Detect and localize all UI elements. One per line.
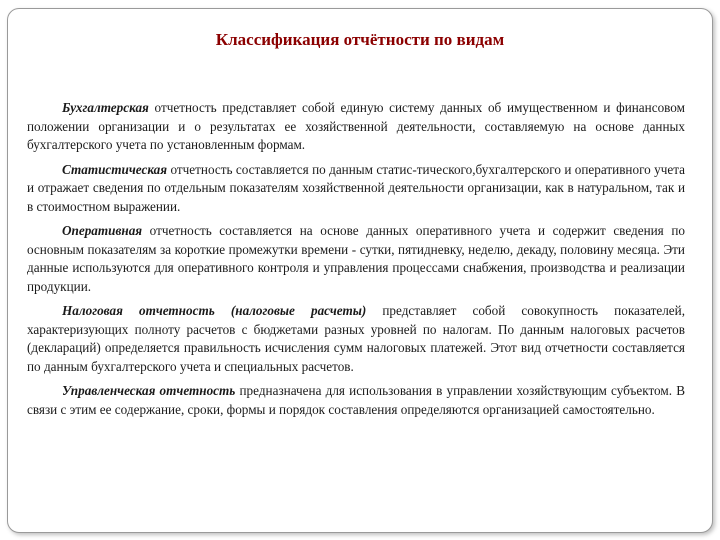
- paragraph-text: предназначена для использования в управлении хозяйствующим субъектом. В связи с этим ее содержание, сроки, формы и порядок составления определяются организацией самостоятельно.: [27, 383, 685, 417]
- term-accounting: Бухгалтерская: [62, 100, 149, 115]
- paragraph-text: отчетность представляет собой единую систему данных об имущественном и финансовом положении организации и о результатах ее хозяйственной деятельности, составляемую на основе данных бухгалтерского учета по установленным формам.: [27, 100, 685, 152]
- paragraph-statistical-reporting: [27, 161, 685, 217]
- paragraph-management-reporting: [27, 382, 685, 419]
- term-statistical: Статистическая: [62, 161, 168, 177]
- slide-body: [27, 99, 685, 425]
- paragraph-text: отчетность составляется по данным статис-тического,бухгалтерского и оперативного учета и отражает сведения по отдельным показателям хозяйственной деятельности организации, как в натуральном, так и в стоимостном выражении.: [27, 161, 685, 214]
- term-tax: Налоговая отчетность (налоговые расчеты): [62, 303, 367, 318]
- paragraph-tax-reporting: [27, 302, 685, 376]
- slide-title: Классификация отчётности по видам: [215, 30, 505, 49]
- paragraph-text: представляет собой совокупность показателей, характеризующих полноту расчетов с бюджетами разных уровней по налогам. По данным налоговых расчетов (деклараций) определяется правильность исчисления сумм налоговых платежей. Этот вид отчетности составляется по данным бухгалтерского учета и специальных расчетов.: [27, 303, 686, 374]
- paragraph-operational-reporting: [27, 222, 685, 296]
- term-operational: Оперативная: [62, 223, 143, 238]
- paragraph-accounting-reporting: [27, 99, 685, 155]
- term-management: Управленческая отчетность: [62, 383, 236, 398]
- paragraph-text: отчетность составляется на основе данных оперативного учета и содержит сведения по основным показателям за короткие промежутки времени - сутки, пятидневку, неделю, декаду, половину месяца. Эти данные используются для оперативного контроля и управления процессами снабжения, производства и реализации продукции.: [27, 223, 685, 294]
